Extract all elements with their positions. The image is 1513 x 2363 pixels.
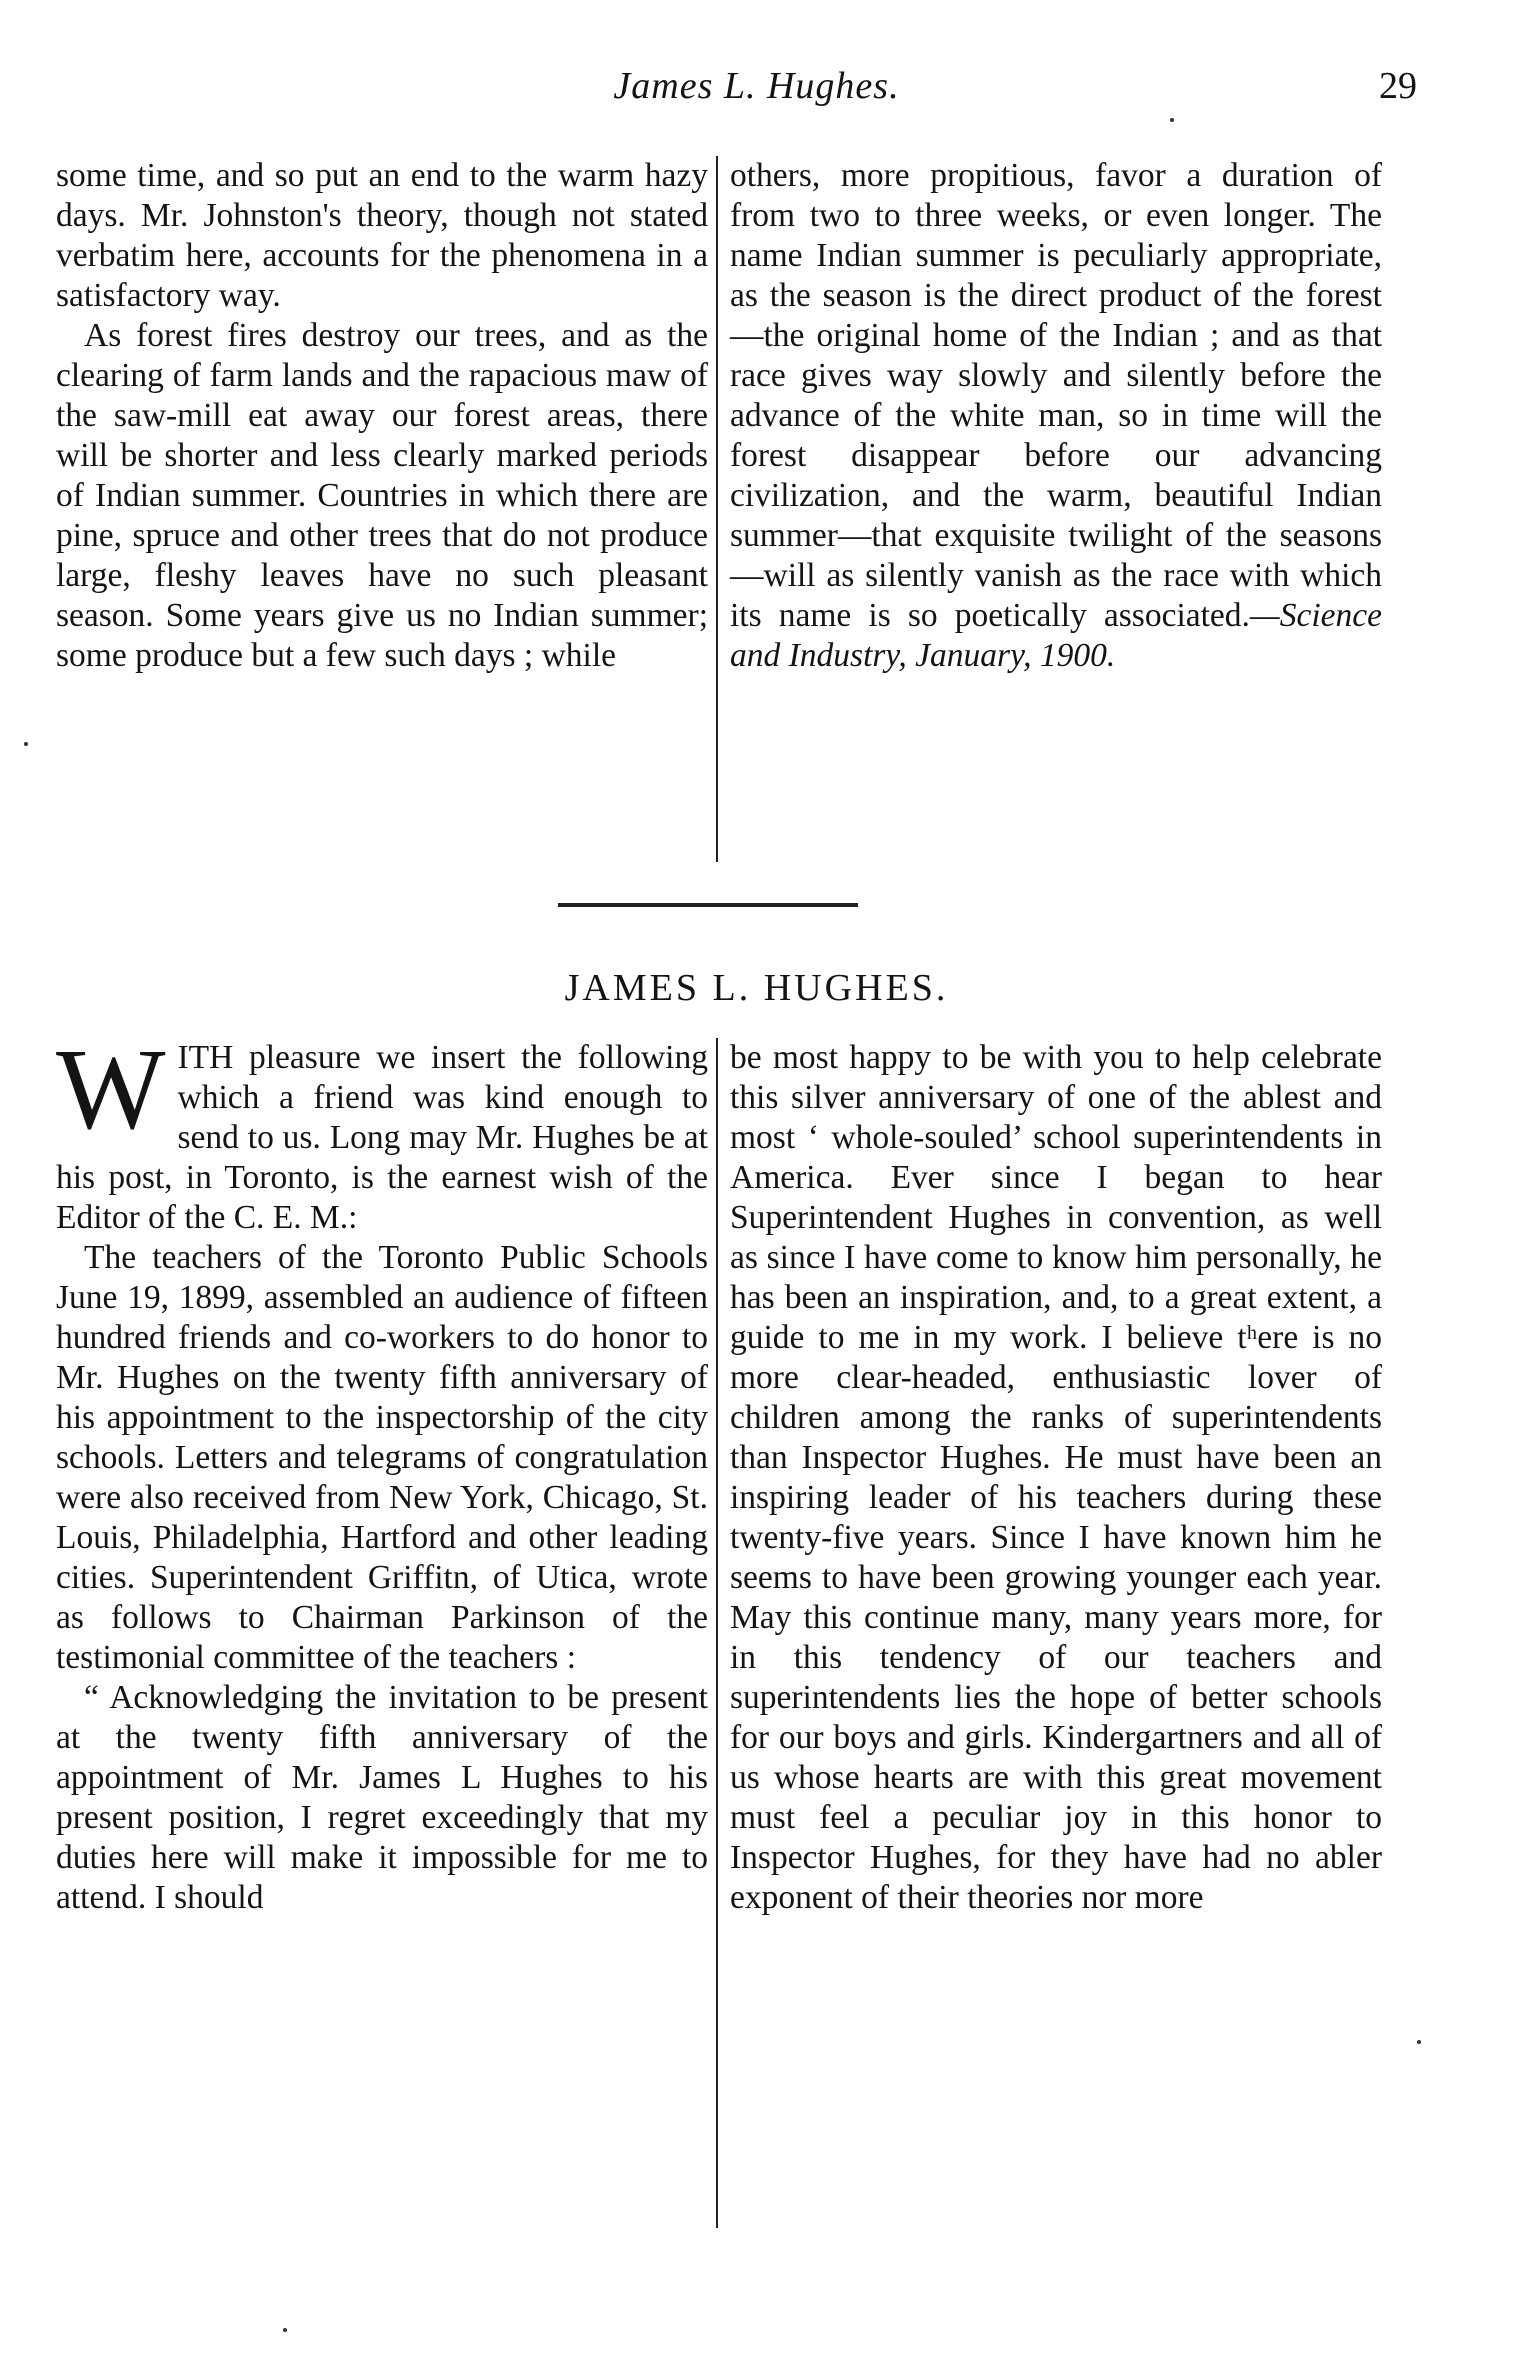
running-title: James L. Hughes. xyxy=(613,65,900,107)
column-rule xyxy=(716,1038,718,2228)
paragraph: be most happy to be with you to help celebrate this silver anniversary of one of the ablest and most ‘ whole-souled’ school superintendents in America. Ever since I began to hear Superintendent Hughes in convention, as well as since I have come to know him personally, he has been an inspiration, and, to a great extent, a guide to me in my work. I believe tʰere is no more clear-headed, enthusiastic lover of children among the ranks of superintendents than Inspector Hughes. He must have been an inspiring leader of his teachers during these twenty-five years. Since I have known him he seems to have been growing younger each year. May this continue many, many years more, for in this tendency of our teachers and superintendents lies the hope of better schools for our boys and girls. Kindergartners and all of us whose hearts are with this great movement must feel a peculiar joy in this honor to Inspector Hughes, for they have had no abler exponent of their theories nor more xyxy=(730,1039,1382,1916)
intro-paragraph xyxy=(56,1026,708,1238)
paragraph: As forest fires destroy our trees, and as the clearing of farm lands and the rapacious maw of the saw-mill eat away our forest areas, there will be shorter and less clearly marked periods of Indian summer. Countries in which there are pine, spruce and other trees that do not produce large, fleshy leaves have no such pleasant season. Some years give us no Indian summer; some produce but a few such days ; while xyxy=(56,317,708,674)
column-rule xyxy=(716,156,718,862)
page-header xyxy=(0,64,1513,114)
paragraph: The teachers of the Toronto Public Schools June 19, 1899, assembled an audience of fifteen hundred friends and co-workers to do honor to Mr. Hughes on the twenty fifth anniversary of his appointment to the inspectorship of the city schools. Letters and telegrams of congratulation were also received from New York, Chicago, St. Louis, Philadelphia, Hartford and other leading cities. Superintendent Griffitn, of Utica, wrote as follows to Chairman Parkinson of the testimonial committee of the teachers : xyxy=(56,1239,708,1676)
paragraph-text: others, more propitious, favor a duration of from two to three weeks, or even longer. The name Indian summer is peculiarly appropriate, as the season is the direct product of the forest—the original home of the Indian ; and as that race gives way slowly and silently before the advance of the white man, so in time will the forest disappear before our advancing civilization, and the warm, beautiful Indian summer—that exquisite twilight of the seasons —will as silently vanish as the race with which its name is so poetically associated. xyxy=(730,157,1382,634)
top-right-column xyxy=(730,156,1382,676)
citation: —Science and Industry, January, 1900. xyxy=(730,597,1382,674)
speck xyxy=(24,742,28,746)
paragraph: “ Acknowledging the invitation to be present at the twenty fifth anniversary of the appointment of Mr. James L Hughes to his present position, I regret exceedingly that my duties here will make it impossible for me to attend. I should xyxy=(56,1679,708,1916)
top-left-column xyxy=(56,156,708,676)
paragraph: some time, and so put an end to the warm hazy days. Mr. Johnston's theory, though not stated verbatim here, accounts for the phenomena in a satisfactory way. xyxy=(56,157,708,314)
paragraph xyxy=(730,156,1382,676)
article-right-column xyxy=(730,1038,1382,1918)
page-number: 29 xyxy=(1379,65,1417,107)
speck xyxy=(283,2328,287,2332)
section-divider xyxy=(558,903,858,907)
intro-text: ITH pleasure we insert the following which a friend was kind enough to send to us. Long may Mr. Hughes be at his post, in Toronto, is the earnest wish of the Editor of the C. E. M.: xyxy=(56,1039,708,1236)
article-left-column xyxy=(56,1026,708,1918)
drop-cap: W xyxy=(56,1026,166,1154)
speck xyxy=(1170,118,1174,122)
article-title: JAMES L. HUGHES. xyxy=(564,967,949,1009)
speck xyxy=(1417,2040,1421,2044)
